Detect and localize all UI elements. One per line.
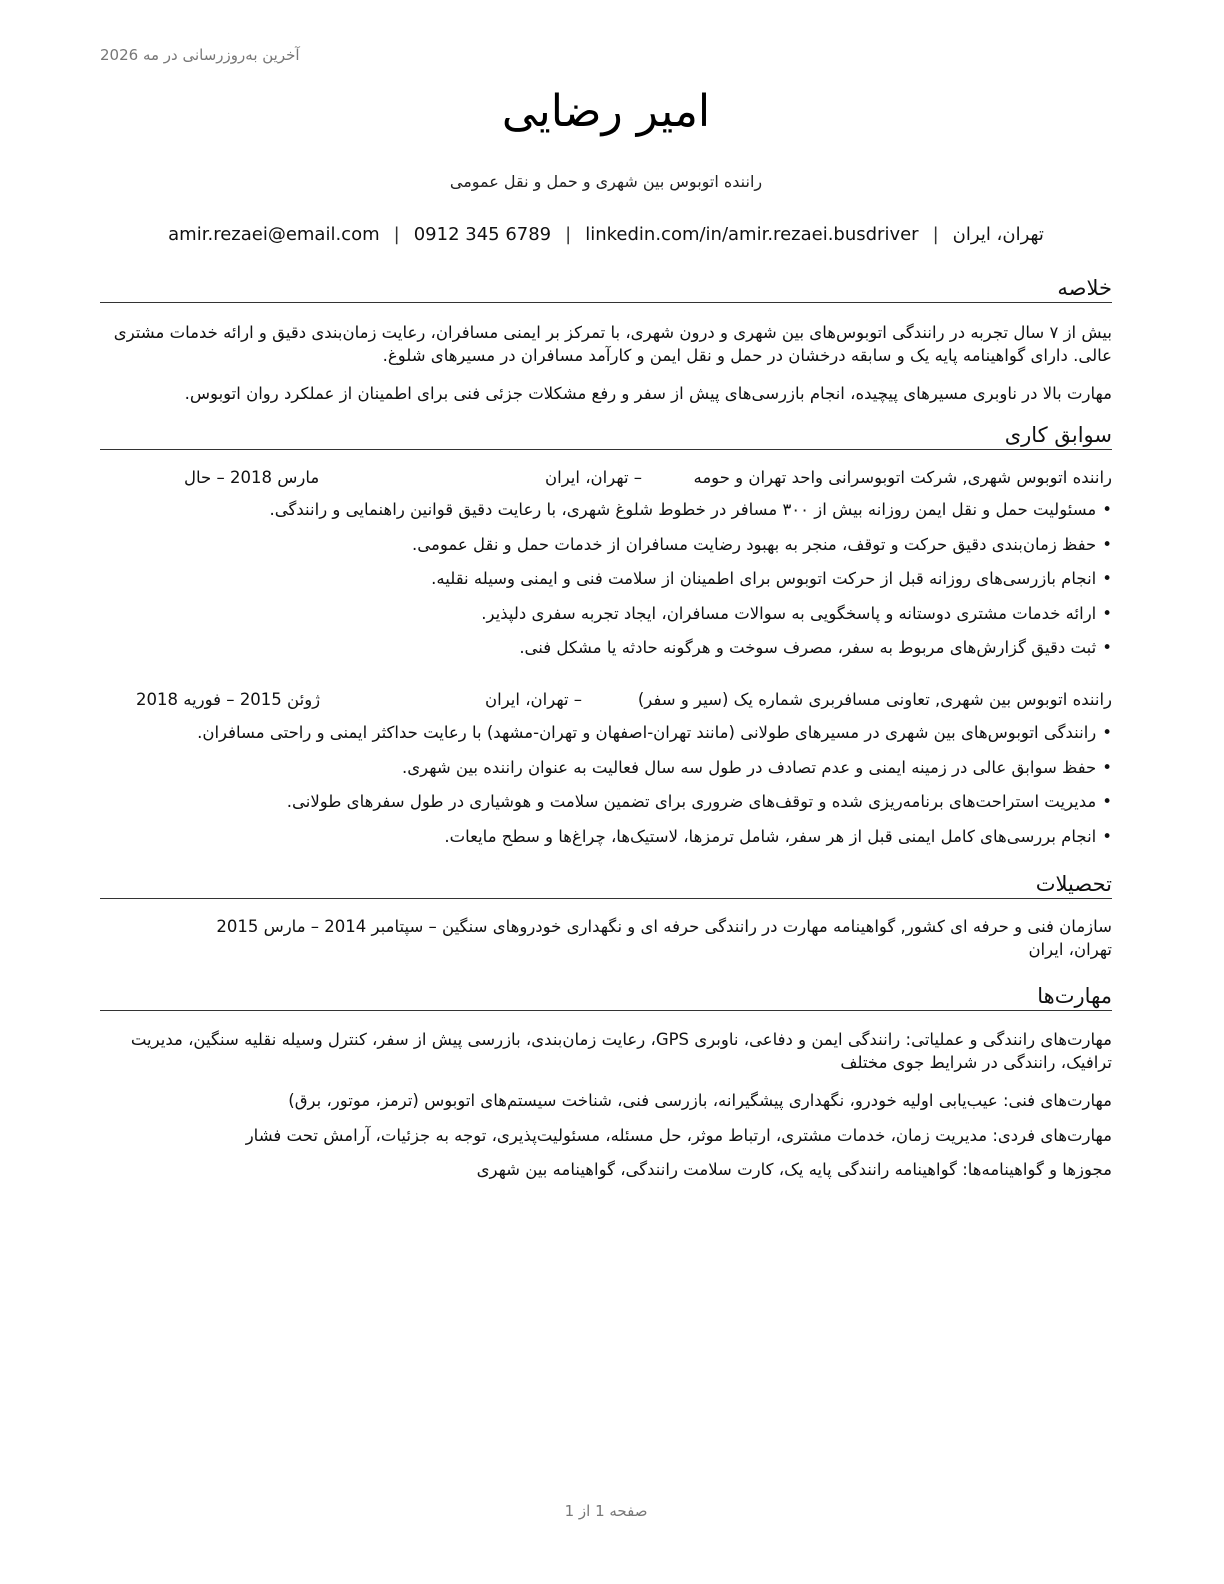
job-bullet — [96, 602, 1112, 637]
contact-line — [100, 224, 1112, 245]
job-bullet-text: رانندگی اتوبوس‌های بین شهری در مسیرهای طولانی (مانند تهران-اصفهان و تهران-مشهد) با رعایت حداکثر ایمنی و راحتی مسافران. — [197, 723, 1097, 742]
candidate-name: امیر رضایی — [501, 86, 711, 137]
job-bullet-text: ثبت دقیق گزارش‌های مربوط به سفر، مصرف سوخت و هرگونه حادثه یا مشکل فنی. — [519, 638, 1097, 657]
job-dates: مارس 2018 – حال — [184, 468, 320, 487]
job-bullet — [96, 567, 1112, 602]
summary-paragraph: مهارت بالا در ناوبری مسیرهای پیچیده، انجام بازرسی‌های پیش از سفر و رفع مشکلات جزئی فنی برای اطمینان از عملکرد روان اتوبوس. — [184, 384, 1112, 403]
page-number: صفحه 1 از 1 — [564, 1502, 648, 1520]
bullet-dot: • — [1102, 569, 1112, 588]
bullet-dot: • — [1102, 757, 1112, 777]
job-title: راننده اتوبوس بین شهری, تعاونی مسافربری شماره یک (سیر و سفر) — [637, 690, 1112, 709]
contact-location: تهران، ایران — [952, 224, 1044, 245]
contact-separator: | — [393, 224, 400, 245]
resume-page — [100, 0, 1112, 1584]
education-entry — [96, 915, 1112, 961]
job-bullet-text: حفظ سوابق عالی در زمینه ایمنی و عدم تصادف در طول سه سال فعالیت به عنوان راننده بین شهری. — [401, 757, 1097, 777]
contact-linkedin[interactable]: linkedin.com/in/amir.rezaei.busdriver — [585, 224, 919, 245]
job-title: راننده اتوبوس شهری, شرکت اتوبوسرانی واحد تهران و حومه — [693, 468, 1112, 487]
job-header — [100, 690, 1112, 714]
education-institution-line: سازمان فنی و حرفه ای کشور, گواهینامه مهارت در رانندگی حرفه ای و نگهداری خودروهای سنگین – سپتامبر 2014 – مارس 2015 — [216, 917, 1112, 936]
job-location: – تهران، ایران — [545, 468, 643, 487]
job-dates: ژوئن 2015 – فوریه 2018 — [136, 690, 321, 709]
skill-line: مجوزها و گواهینامه‌ها: گواهینامه رانندگی پایه یک، کارت سلامت رانندگی، گواهینامه بین شهری — [476, 1160, 1112, 1179]
contact-phone[interactable]: 0912 345 6789 — [413, 224, 552, 245]
education-location: تهران، ایران — [1028, 940, 1112, 959]
summary-paragraph: بیش از ۷ سال تجربه در رانندگی اتوبوس‌های بین شهری و درون شهری، با تمرکز بر ایمنی مسافران، رعایت زمان‌بندی دقیق و ارائه خدمات مشتری عالی. دارای گواهینامه پایه یک و سابقه درخشان در حمل و نقل ایمن و کارآمد مسافران در مسیرهای شلوغ. — [113, 323, 1112, 365]
job-bullet-text: مسئولیت حمل و نقل ایمن روزانه بیش از ۳۰۰ مسافر در خطوط شلوغ شهری، با رعایت دقیق قوانین راهنمایی و رانندگی. — [269, 500, 1097, 519]
job-location: – تهران، ایران — [485, 690, 583, 709]
job-bullet-text: مدیریت استراحت‌های برنامه‌ریزی شده و توقف‌های ضروری برای تضمین سلامت و هوشیاری در طول سفرهای طولانی. — [286, 792, 1097, 811]
last-updated-note: آخرین به‌روزرسانی در مه 2026 — [100, 46, 300, 64]
summary-heading: خلاصه — [100, 276, 1112, 303]
job-bullet — [96, 721, 1112, 756]
skill-line: مهارت‌های فردی: مدیریت زمان، خدمات مشتری، ارتباط موثر، حل مسئله، مسئولیت‌پذیری، توجه به جزئیات، آرامش تحت فشار — [245, 1126, 1112, 1145]
job-bullets — [96, 721, 1112, 859]
bullet-dot: • — [1102, 500, 1112, 519]
bullet-dot: • — [1102, 723, 1112, 742]
job-header — [100, 468, 1112, 492]
contact-separator: | — [932, 224, 939, 245]
job-bullet — [96, 533, 1112, 568]
bullet-dot: • — [1102, 534, 1112, 554]
contact-separator: | — [565, 224, 572, 245]
bullet-dot: • — [1102, 638, 1112, 657]
job-bullet-text: انجام بازرسی‌های روزانه قبل از حرکت اتوبوس برای اطمینان از سلامت فنی و ایمنی وسیله نقلیه. — [431, 569, 1097, 588]
candidate-tagline: راننده اتوبوس بین شهری و حمل و نقل عمومی — [449, 172, 763, 191]
job-bullets — [96, 498, 1112, 671]
skill-line: مهارت‌های فنی: عیب‌یابی اولیه خودرو، نگهداری پیشگیرانه، بازرسی فنی، شناخت سیستم‌های اتوبوس (ترمز، موتور، برق) — [288, 1091, 1112, 1110]
bullet-dot: • — [1102, 826, 1112, 846]
skill-line: مهارت‌های رانندگی و عملیاتی: رانندگی ایمن و دفاعی، ناوبری GPS، رعایت زمان‌بندی، بازرسی پیش از سفر، کنترل وسیله نقلیه سنگین، مدیریت ترافیک، رانندگی در شرایط جوی مختلف — [130, 1030, 1112, 1072]
contact-email[interactable]: amir.rezaei@email.com — [168, 224, 380, 245]
job-bullet — [96, 790, 1112, 825]
skills-heading: مهارت‌ها — [100, 984, 1112, 1011]
bullet-dot: • — [1102, 792, 1112, 811]
job-bullet — [96, 498, 1112, 533]
job-bullet-text: حفظ زمان‌بندی دقیق حرکت و توقف، منجر به بهبود رضایت مسافران از خدمات حمل و نقل عمومی. — [411, 534, 1097, 554]
job-bullet-text: ارائه خدمات مشتری دوستانه و پاسخگویی به سوالات مسافران، ایجاد تجربه سفری دلپذیر. — [481, 603, 1097, 623]
experience-heading: سوابق کاری — [100, 423, 1112, 450]
job-bullet — [96, 756, 1112, 791]
job-bullet — [96, 636, 1112, 671]
job-bullet — [96, 825, 1112, 860]
job-bullet-text: انجام بررسی‌های کامل ایمنی قبل از هر سفر، شامل ترمزها، لاستیک‌ها، چراغ‌ها و سطح مایعات. — [444, 826, 1097, 846]
education-heading: تحصیلات — [100, 872, 1112, 899]
bullet-dot: • — [1102, 603, 1112, 623]
